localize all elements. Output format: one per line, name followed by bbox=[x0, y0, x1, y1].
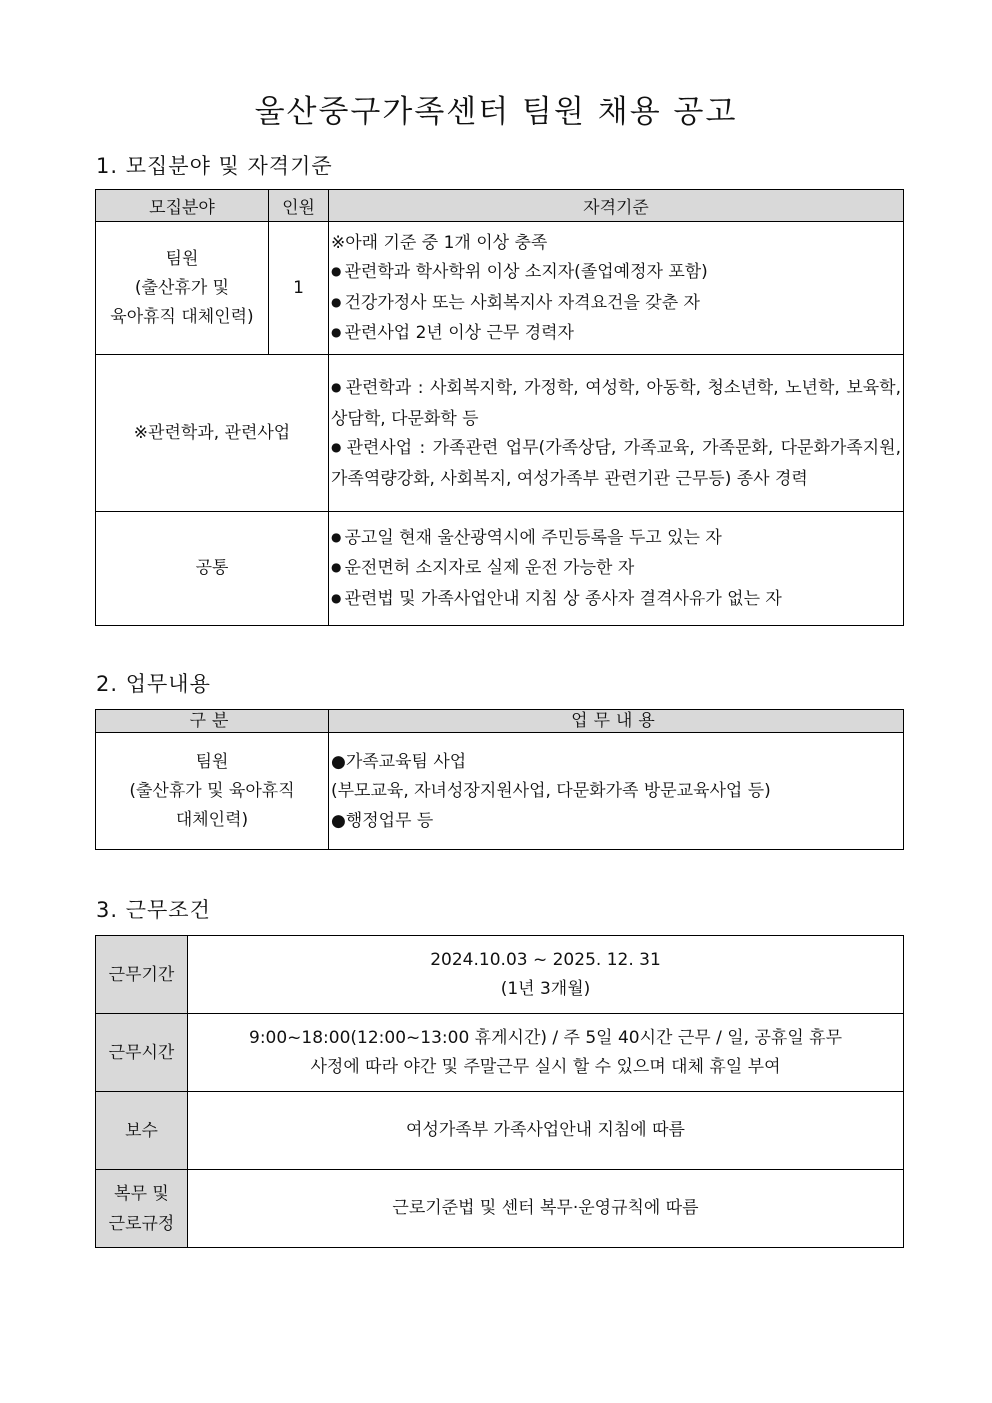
field-cell bbox=[96, 222, 269, 355]
section-3-heading: 3. 근무조건 bbox=[96, 898, 211, 922]
duty-item: ●행정업무 등 bbox=[331, 810, 434, 831]
table-row bbox=[96, 222, 904, 355]
related-item: ● 관련사업 : 가족관련 업무(가족상담, 가족교육, 가족문화, 다문화가족지원, 가족역량강화, 사회복지, 여성가족부 관련기관 근무등) 종사 경력 bbox=[331, 434, 901, 494]
criteria-item: ● 관련사업 2년 이상 근무 경력자 bbox=[331, 319, 901, 350]
header-criteria: 자격기준 bbox=[329, 190, 904, 222]
common-item: ● 관련법 및 가족사업안내 지침 상 종사자 결격사유가 없는 자 bbox=[331, 585, 901, 616]
condition-value: 여성가족부 가족사업안내 지침에 따름 bbox=[188, 1092, 904, 1170]
duty-field-line: 대체인력) bbox=[175, 809, 249, 830]
table-row bbox=[96, 512, 904, 626]
table-row bbox=[96, 1014, 904, 1092]
table-row bbox=[96, 936, 904, 1014]
field-line: 팀원 bbox=[165, 248, 199, 269]
related-cell bbox=[329, 355, 904, 512]
table-row bbox=[96, 733, 904, 850]
common-item: ● 공고일 현재 울산광역시에 주민등록을 두고 있는 자 bbox=[331, 524, 901, 555]
header-duties: 업무내용 bbox=[329, 710, 904, 733]
duty-item: ●가족교육팀 사업 bbox=[331, 751, 467, 772]
duty-field-line: 팀원 bbox=[195, 751, 229, 772]
related-item: ● 관련학과 : 사회복지학, 가정학, 여성학, 아동학, 청소년학, 노년학, 보육학, 상담학, 다문화학 등 bbox=[331, 374, 901, 434]
page-title: 울산중구가족센터 팀원 채용 공고 bbox=[254, 94, 738, 130]
count-cell: 1 bbox=[269, 222, 329, 355]
duties-table bbox=[95, 709, 904, 850]
common-item: ● 운전면허 소지자로 실제 운전 가능한 자 bbox=[331, 554, 901, 585]
criteria-cell bbox=[329, 222, 904, 355]
condition-line: 9:00~18:00(12:00~13:00 휴게시간) / 주 5일 40시간 근무 / 일, 공휴일 휴무 bbox=[249, 1027, 842, 1048]
header-count: 인원 bbox=[269, 190, 329, 222]
condition-value bbox=[188, 936, 904, 1014]
duty-item: (부모교육, 자녀성장지원사업, 다문화가족 방문교육사업 등) bbox=[331, 781, 771, 802]
condition-line: 사정에 따라 야간 및 주말근무 실시 할 수 있으며 대체 휴일 부여 bbox=[310, 1056, 781, 1077]
header-field: 모집분야 bbox=[96, 190, 269, 222]
section-2-heading: 2. 업무내용 bbox=[96, 672, 211, 696]
common-label: 공통 bbox=[96, 512, 329, 626]
table-header-row bbox=[96, 710, 904, 733]
table-row bbox=[96, 355, 904, 512]
qualification-table bbox=[95, 189, 904, 626]
duty-field-line: (출산휴가 및 육아휴직 bbox=[129, 780, 295, 801]
duty-field-cell bbox=[96, 733, 329, 850]
common-cell bbox=[329, 512, 904, 626]
related-label: ※관련학과, 관련사업 bbox=[96, 355, 329, 512]
table-row bbox=[96, 1170, 904, 1248]
conditions-table bbox=[95, 935, 904, 1248]
condition-value bbox=[188, 1014, 904, 1092]
criteria-note: ※아래 기준 중 1개 이상 충족 bbox=[331, 232, 548, 253]
condition-label-line: 복무 및 bbox=[114, 1183, 169, 1204]
condition-line: 2024.10.03 ~ 2025. 12. 31 bbox=[430, 949, 661, 970]
condition-label-line: 근로규정 bbox=[108, 1213, 175, 1234]
criteria-item: ● 관련학과 학사학위 이상 소지자(졸업예정자 포함) bbox=[331, 258, 901, 289]
field-line: (출산휴가 및 bbox=[134, 277, 230, 298]
section-1-heading: 1. 모집분야 및 자격기준 bbox=[96, 154, 333, 178]
duties-cell bbox=[329, 733, 904, 850]
header-category: 구분 bbox=[96, 710, 329, 733]
condition-value: 근로기준법 및 센터 복무·운영규칙에 따름 bbox=[188, 1170, 904, 1248]
criteria-item: ● 건강가정사 또는 사회복지사 자격요건을 갖춘 자 bbox=[331, 289, 901, 320]
table-header-row bbox=[96, 190, 904, 222]
field-line: 육아휴직 대체인력) bbox=[110, 306, 254, 327]
condition-label bbox=[96, 1170, 188, 1248]
condition-label: 보수 bbox=[96, 1092, 188, 1170]
condition-line: (1년 3개월) bbox=[500, 978, 591, 999]
table-row bbox=[96, 1092, 904, 1170]
condition-label: 근무기간 bbox=[96, 936, 188, 1014]
condition-label: 근무시간 bbox=[96, 1014, 188, 1092]
